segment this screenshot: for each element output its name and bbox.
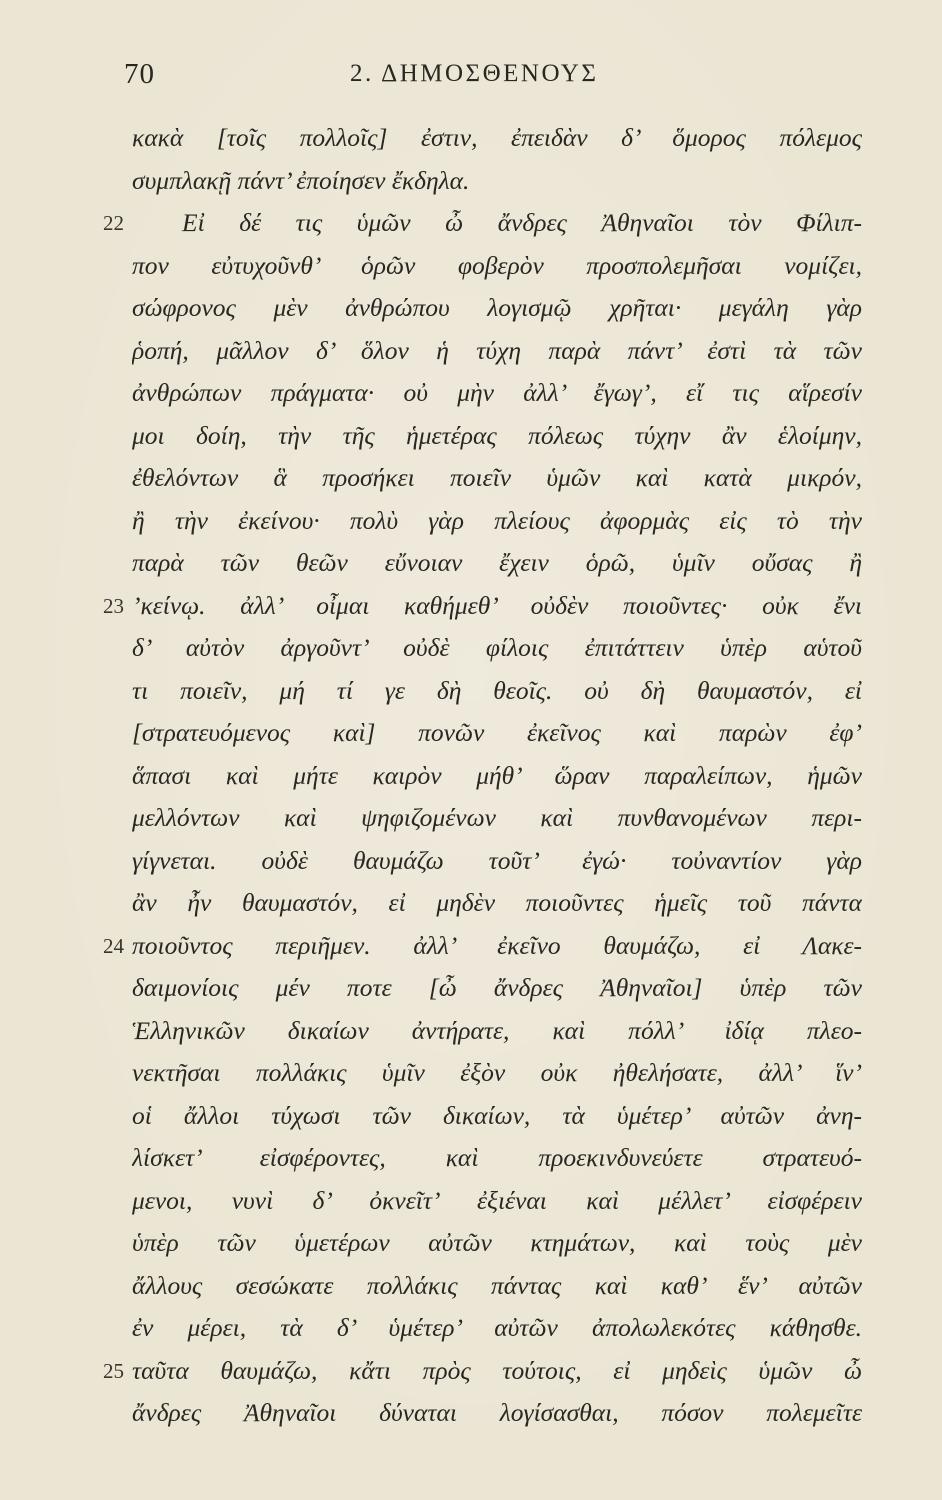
text-line: νεκτῆσαι πολλάκις ὑμῖν ἐξὸν οὐκ ἠθελήσατε, ἀλλ’ ἵν’ xyxy=(132,1058,862,1087)
text-line: ἀνθρώπων πράγματα· οὐ μὴν ἀλλ’ ἔγωγ’, εἴ τις αἵρεσίν xyxy=(132,378,862,407)
section-number: 23 xyxy=(103,593,124,618)
text-line: ’κείνῳ. ἀλλ’ οἶμαι καθήμεθ’ οὐδὲν ποιοῦντες· οὐκ ἔνι xyxy=(132,590,862,620)
text-line: παρὰ τῶν θεῶν εὔνοιαν ἔχειν ὁρῶ, ὑμῖν οὔσας ἢ xyxy=(132,548,862,577)
page-header xyxy=(0,58,942,98)
text-line: Ἑλληνικῶν δικαίων ἀντήρατε, καὶ πόλλ’ ἰδίᾳ πλεο- xyxy=(132,1015,862,1045)
text-line: ἂν ἦν θαυμαστόν, εἰ μηδὲν ποιοῦντες ἡμεῖς τοῦ πάντα xyxy=(132,888,862,917)
running-head: 2. ΔΗΜΟΣΘΕΝΟΥΣ xyxy=(350,60,599,87)
text-line: κακὰ [τοῖς πολλοῖς] ἐστιν, ἐπειδὰν δ’ ὅμορος πόλεμος xyxy=(132,123,862,152)
text-line: σώφρονος μὲν ἀνθρώπου λογισμῷ χρῆται· μεγάλη γὰρ xyxy=(132,293,862,322)
text-line: ἄνδρες Ἀθηναῖοι δύναται λογίσασθαι, πόσον πολεμεῖτε xyxy=(132,1398,862,1427)
text-line: συμπλακῇ πάντ’ ἐποίησεν ἔκδηλα. xyxy=(132,165,470,195)
text-line: ὑπὲρ τῶν ὑμετέρων αὐτῶν κτημάτων, καὶ τοὺς μὲν xyxy=(132,1228,862,1257)
text-line: μελλόντων καὶ ψηφιζομένων καὶ πυνθανομένων περι- xyxy=(132,803,862,832)
text-line: ἅπασι καὶ μήτε καιρὸν μήθ’ ὥραν παραλείπων, ἡμῶν xyxy=(132,760,862,790)
text-line: μοι δοίη, τὴν τῆς ἡμετέρας πόλεως τύχην ἂν ἑλοίμην, xyxy=(132,420,862,450)
text-line: ἢ τὴν ἐκείνου· πολὺ γὰρ πλείους ἀφορμὰς εἰς τὸ τὴν xyxy=(132,505,862,535)
text-line: γίγνεται. οὐδὲ θαυμάζω τοῦτ’ ἐγώ· τοὐναντίον γὰρ xyxy=(132,845,862,875)
page-number: 70 xyxy=(124,58,155,90)
text-line: δ’ αὐτὸν ἀργοῦντ’ οὐδὲ φίλοις ἐπιτάττειν ὑπὲρ αὑτοῦ xyxy=(132,633,862,662)
text-line: πον εὐτυχοῦνθ’ ὁρῶν φοβερὸν προσπολεμῆσαι νομίζει, xyxy=(132,250,862,280)
text-line: δαιμονίοις μέν ποτε [ὦ ἄνδρες Ἀθηναῖοι] ὑπὲρ τῶν xyxy=(132,973,862,1002)
text-line: τι ποιεῖν, μή τί γε δὴ θεοῖς. οὐ δὴ θαυμαστόν, εἰ xyxy=(132,675,862,705)
section-number: 25 xyxy=(103,1358,124,1383)
text-line: ἄλλους σεσώκατε πολλάκις πάντας καὶ καθ’ ἕν’ αὐτῶν xyxy=(132,1270,862,1300)
text-line: ἐθελόντων ἃ προσήκει ποιεῖν ὑμῶν καὶ κατὰ μικρόν, xyxy=(132,463,862,492)
text-line: [στρατευόμενος καὶ] πονῶν ἐκεῖνος καὶ παρὼν ἐφ’ xyxy=(132,718,862,747)
text-line: οἱ ἄλλοι τύχωσι τῶν δικαίων, τὰ ὑμέτερ’ αὐτῶν ἀνη- xyxy=(132,1100,862,1130)
text-line: ῥοπή, μᾶλλον δ’ ὅλον ἡ τύχη παρὰ πάντ’ ἐστὶ τὰ τῶν xyxy=(132,335,862,365)
text-line: ἐν μέρει, τὰ δ’ ὑμέτερ’ αὐτῶν ἀπολωλεκότες κάθησθε. xyxy=(132,1313,862,1342)
section-number: 24 xyxy=(103,933,124,958)
text-line: λίσκετ’ εἰσφέροντες, καὶ προεκινδυνεύετε στρατευό- xyxy=(132,1143,862,1172)
section-number: 22 xyxy=(103,211,124,235)
text-line: Εἰ δέ τις ὑμῶν ὦ ἄνδρες Ἀθηναῖοι τὸν Φίλιπ- xyxy=(182,208,862,237)
text-line: μενοι, νυνὶ δ’ ὀκνεῖτ’ ἐξιέναι καὶ μέλλετ’ εἰσφέρειν xyxy=(132,1185,862,1215)
text-line: ταῦτα θαυμάζω, κἄτι πρὸς τούτοις, εἰ μηδεὶς ὑμῶν ὦ xyxy=(132,1355,862,1385)
text-line: ποιοῦντος περιῆμεν. ἀλλ’ ἐκεῖνο θαυμάζω, εἰ Λακε- xyxy=(132,930,862,960)
